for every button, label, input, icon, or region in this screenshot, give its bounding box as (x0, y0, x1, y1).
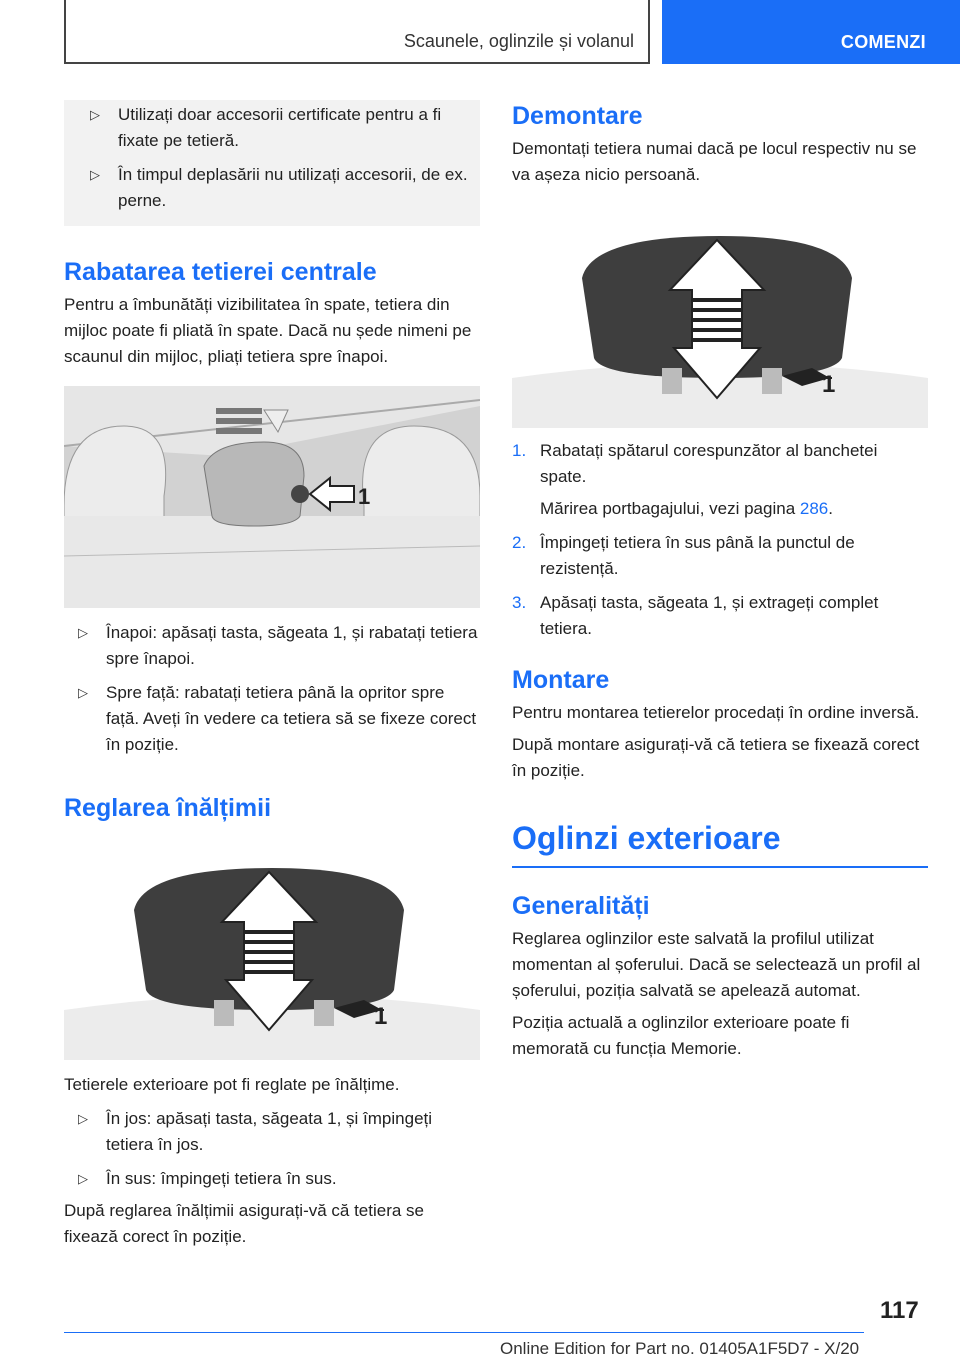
paragraph: Pentru montarea tetierelor procedați în ordine inversă. (512, 703, 920, 722)
header-frame (64, 0, 650, 64)
arrow-label: 1 (358, 484, 371, 509)
right-column (512, 100, 928, 1062)
step-sub-note: Mărirea portbagajului, vezi pagina 286. (540, 499, 833, 518)
chapter-tab-label: COMENZI (840, 32, 926, 52)
paragraph: După reglarea înălțimii asigurați-vă că tetiera se fixează corect în poziție. (64, 1201, 425, 1246)
heading-removal: Demontare (512, 102, 643, 130)
triangle-bullet-icon: ▷ (78, 685, 88, 700)
heading-general: Generalități (512, 892, 650, 920)
left-column (64, 100, 480, 1250)
headrest-illustration (512, 228, 928, 428)
triangle-bullet-icon: ▷ (78, 1111, 88, 1126)
heading-fold-center-headrest: Rabatarea tetierei centrale (64, 258, 377, 286)
paragraph: Reglarea oglinzilor este salvată la profilul utilizat momentan al șoferului. Dacă se selectează un profil al șoferului, poziția salvată se apelează automat. (512, 929, 921, 1000)
paragraph: Tetierele exterioare pot fi reglate pe înălțime. (64, 1075, 400, 1094)
figure-headrest-removal (512, 228, 928, 428)
triangle-bullet-icon: ▷ (90, 167, 100, 182)
instruction-item: ▷ În jos: apăsați tasta, săgeata 1, și împingeți tetiera în jos. (64, 1106, 480, 1158)
paragraph: Demontați tetiera numai dacă pe locul respectiv nu se va așeza nicio persoană. (512, 139, 917, 184)
arrow-label: 1 (822, 371, 836, 398)
figure-rear-seat-headrest (64, 386, 480, 608)
figure-headrest-height (64, 860, 480, 1060)
instruction-item: ▷ Spre față: rabatați tetiera până la opritor spre față. Aveți în vedere ca tetiera să se fixeze corect în poziție. (64, 680, 480, 758)
instruction-item: ▷ În sus: împingeți tetiera în sus. (64, 1166, 480, 1192)
page-link[interactable]: 286 (799, 499, 829, 518)
chapter-tab[interactable] (662, 0, 960, 64)
footer-edition: Online Edition for Part no. 01405A1F5D7 - X/20 (500, 1339, 860, 1358)
paragraph: După montare asigurați-vă că tetiera se fixează corect în poziție. (512, 735, 920, 780)
footer-divider (64, 1332, 864, 1333)
header-title: Scaunele, oglinzile și volanul (403, 31, 634, 51)
arrow-label: 1 (374, 1003, 388, 1030)
step-number: 3. (512, 593, 527, 612)
page-number: 117 (880, 1297, 919, 1324)
step-item: 3. Apăsați tasta, săgeata 1, și extrageți complet tetiera. (512, 590, 928, 642)
notice-box (64, 100, 480, 226)
paragraph: Poziția actuală a oglinzilor exterioare poate fi memorată cu funcția Memorie. (512, 1013, 850, 1058)
paragraph: Pentru a îmbunătăți vizibilitatea în spate, tetiera din mijloc poate fi pliată în spate. Dacă nu șede nimeni pe scaunul din mijloc, pliați tetiera spre înapoi. (64, 295, 472, 366)
page-header (0, 0, 960, 66)
instruction-item: ▷ Înapoi: apăsați tasta, săgeata 1, și rabatați tetiera spre înapoi. (64, 620, 480, 672)
notice-item: ▷ Utilizați doar accesorii certificate pentru a fi fixate pe tetieră. (76, 102, 468, 154)
notice-item: ▷ În timpul deplasării nu utilizați accesorii, de ex. perne. (76, 162, 468, 214)
rear-seat-illustration (64, 386, 480, 608)
heading-height-adjust: Reglarea înălțimii (64, 794, 272, 822)
triangle-bullet-icon: ▷ (78, 625, 88, 640)
headrest-illustration (64, 860, 480, 1060)
chapter-heading: Oglinzi exterioare (512, 818, 928, 868)
step-number: 1. (512, 441, 527, 460)
triangle-bullet-icon: ▷ (78, 1171, 88, 1186)
step-item: 1. Rabatați spătarul corespunzător al banchetei spate. (512, 438, 928, 490)
triangle-bullet-icon: ▷ (90, 107, 100, 122)
step-number: 2. (512, 533, 527, 552)
heading-installation: Montare (512, 666, 610, 694)
step-item: 2. Împingeți tetiera în sus până la punctul de rezistență. (512, 530, 928, 582)
